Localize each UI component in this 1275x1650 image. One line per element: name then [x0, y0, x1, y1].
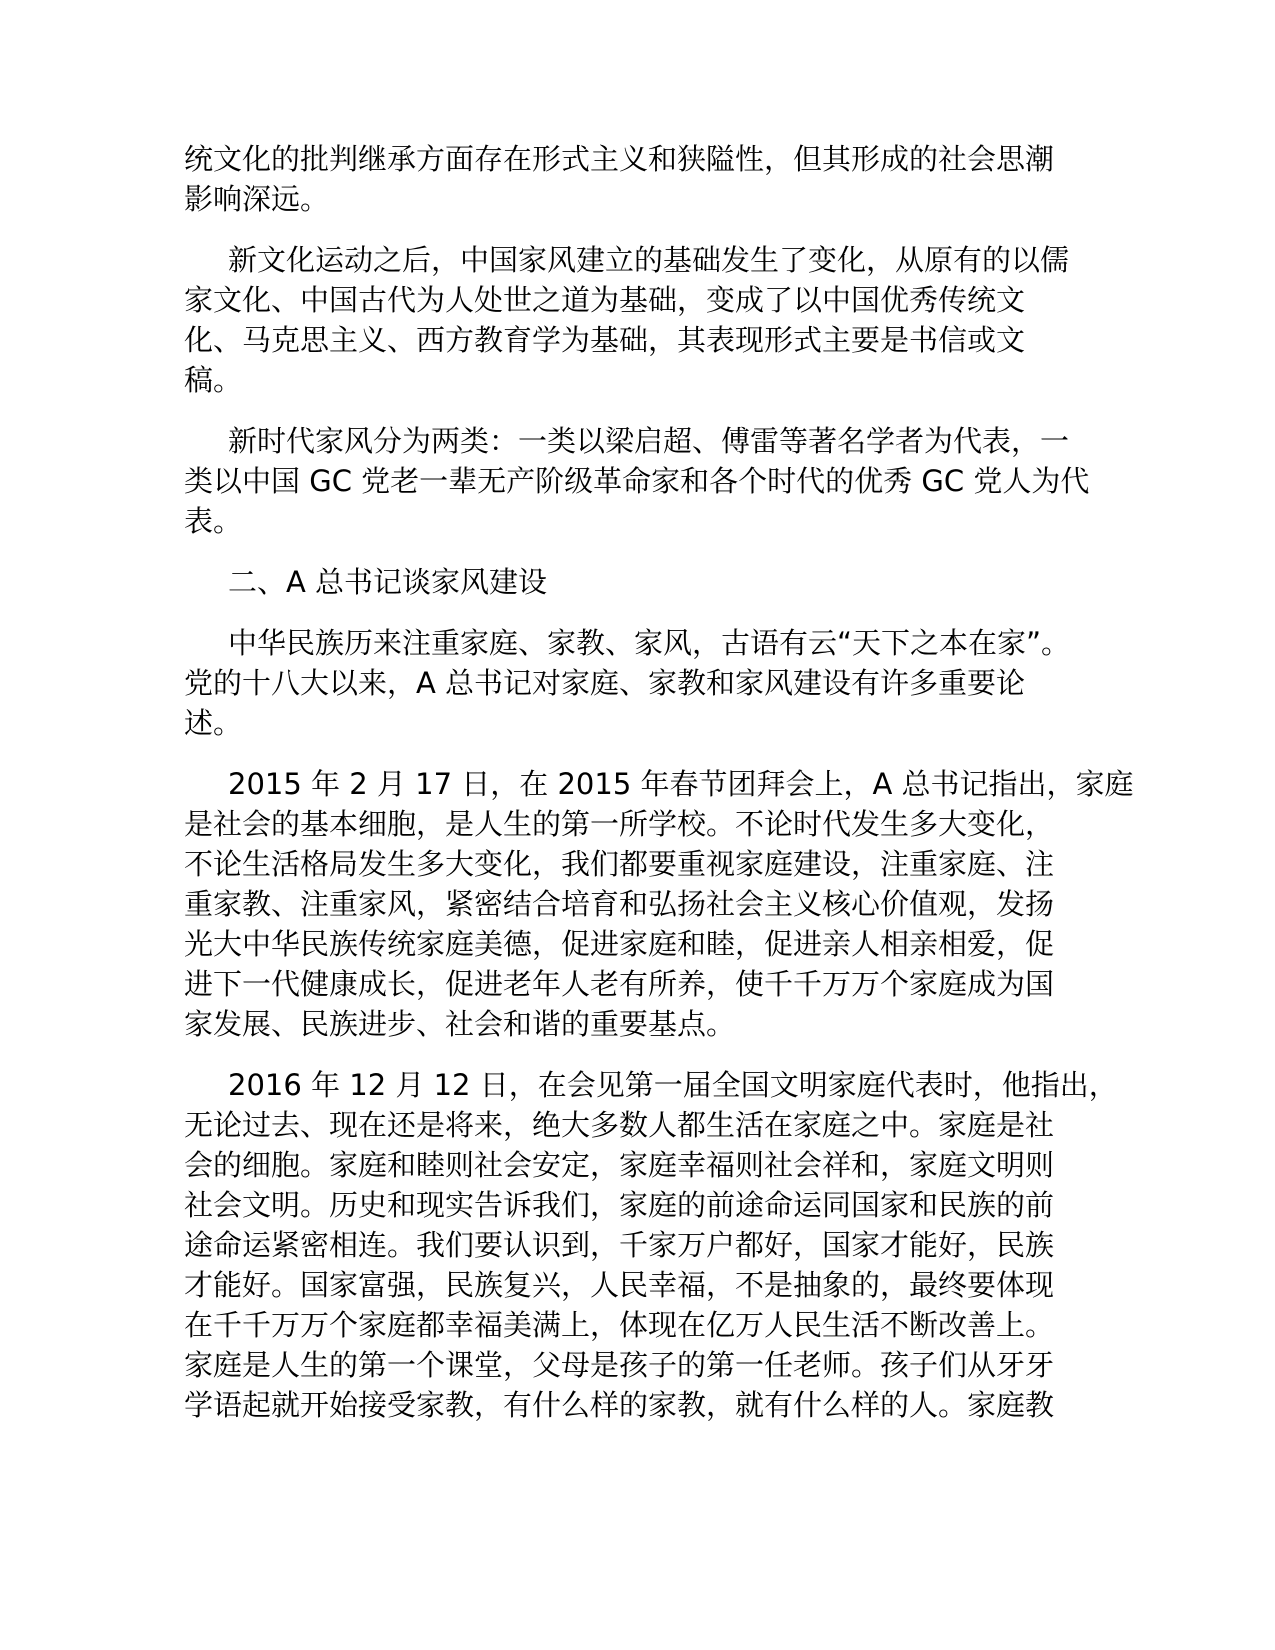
paragraph-line: 中华民族历来注重家庭、家教、家风，古语有云“天下之本在家”。 [228, 626, 1071, 660]
paragraph-line: 光大中华民族传统家庭美德，促进家庭和睦，促进亲人相亲相爱，促 [184, 927, 1055, 961]
paragraph-line: 家文化、中国古代为人处世之道为基础，变成了以中国优秀传统文 [184, 283, 1026, 317]
paragraph-line: 会的细胞。家庭和睦则社会安定，家庭幸福则社会祥和，家庭文明则 [184, 1148, 1055, 1182]
section-heading-text: 二、A 总书记谈家风建设 [228, 565, 548, 599]
paragraph-line: 是社会的基本细胞，是人生的第一所学校。不论时代发生多大变化， [184, 807, 1055, 841]
paragraph-line: 化、马克思主义、西方教育学为基础，其表现形式主要是书信或文 [184, 323, 1026, 357]
paragraph-line: 新文化运动之后，中国家风建立的基础发生了变化，从原有的以儒 [228, 243, 1070, 277]
paragraph-line: 才能好。国家富强，民族复兴，人民幸福，不是抽象的，最终要体现 [184, 1268, 1055, 1302]
paragraph-line: 类以中国 GC 党老一辈无产阶级革命家和各个时代的优秀 GC 党人为代 [184, 464, 1090, 498]
paragraph-4 [184, 623, 1084, 743]
paragraph-line: 稿。 [184, 363, 243, 397]
paragraph-line: 述。 [184, 706, 243, 740]
paragraph-line: 社会文明。历史和现实告诉我们，家庭的前途命运同国家和民族的前 [184, 1188, 1055, 1222]
paragraph-line: 进下一代健康成长，促进老年人老有所养，使千千万万个家庭成为国 [184, 967, 1055, 1001]
paragraph-line: 2016 年 12 月 12 日，在会见第一届全国文明家庭代表时，他指出， [228, 1068, 1118, 1102]
paragraph-line: 不论生活格局发生多大变化，我们都要重视家庭建设，注重家庭、注 [184, 847, 1055, 881]
paragraph-line: 无论过去、现在还是将来，绝大多数人都生活在家庭之中。家庭是社 [184, 1108, 1055, 1142]
paragraph-line: 新时代家风分为两类：一类以梁启超、傅雷等著名学者为代表，一 [228, 424, 1070, 458]
paragraph-line: 途命运紧密相连。我们要认识到，千家万户都好，国家才能好，民族 [184, 1228, 1055, 1262]
paragraph-3 [184, 421, 1090, 541]
paragraph-line: 学语起就开始接受家教，有什么样的家教，就有什么样的人。家庭教 [184, 1388, 1055, 1422]
document-body [184, 139, 1134, 1446]
paragraph-line: 影响深远。 [184, 182, 330, 216]
paragraph-line: 在千千万万个家庭都幸福美满上，体现在亿万人民生活不断改善上。 [184, 1308, 1055, 1342]
section-heading [184, 562, 1084, 602]
paragraph-line: 家庭是人生的第一个课堂，父母是孩子的第一任老师。孩子们从牙牙 [184, 1348, 1055, 1382]
paragraph-line: 表。 [184, 504, 243, 538]
paragraph-5 [184, 764, 1134, 1044]
paragraph-line: 党的十八大以来，A 总书记对家庭、家教和家风建设有许多重要论 [184, 666, 1026, 700]
paragraph-line: 重家教、注重家风，紧密结合培育和弘扬社会主义核心价值观，发扬 [184, 887, 1055, 921]
paragraph-line: 家发展、民族进步、社会和谐的重要基点。 [184, 1007, 736, 1041]
paragraph-line: 2015 年 2 月 17 日，在 2015 年春节团拜会上，A 总书记指出，家庭 [228, 767, 1134, 801]
paragraph-6 [184, 1065, 1118, 1425]
paragraph-2 [184, 240, 1084, 400]
paragraph-line: 统文化的批判继承方面存在形式主义和狭隘性，但其形成的社会思潮 [184, 142, 1055, 176]
paragraph-1 [184, 139, 1084, 219]
